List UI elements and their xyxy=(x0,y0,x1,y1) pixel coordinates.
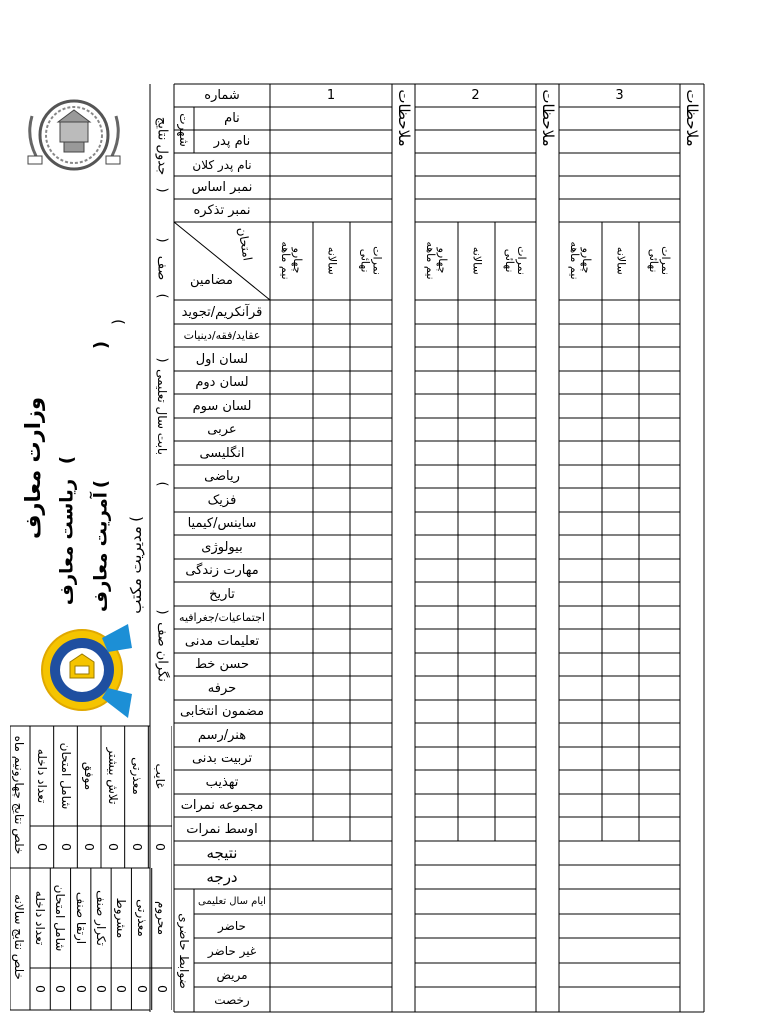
subject-row-label: ساینس/کیمیا xyxy=(187,516,257,531)
row-label-base-number: نمبر اساس xyxy=(191,180,253,195)
summary-label: معذرتی xyxy=(134,899,149,937)
row-label-father-name: نام پدر xyxy=(213,134,251,149)
row-label-tazkira-number: نمبر تذکره xyxy=(193,203,251,218)
exam-col-2-1 xyxy=(415,222,458,300)
subject-row-label: مجموعه نمرات xyxy=(180,798,264,813)
subject-row-label: انگلیسی xyxy=(199,445,245,461)
exam-col-1-1-text: چهارو نیم ماهه xyxy=(279,241,305,281)
subject-row-label: ریاضی xyxy=(204,469,240,484)
summary-value: 0 xyxy=(58,843,73,851)
subject-row-label: حسن خط xyxy=(194,657,250,672)
exam-col-3-1 xyxy=(559,222,602,300)
teacher-label: نگران صف xyxy=(154,622,170,682)
amriyat-label: آمریت معارف xyxy=(90,492,112,612)
riyasat-label: ریاست معارف xyxy=(56,478,78,606)
summary-label: تکرار صنف xyxy=(94,890,108,946)
exam-col-2-3-text: نمرات نهائی xyxy=(503,246,529,276)
subject-row-label: عقاید/فقه/دینیات xyxy=(183,329,261,342)
riyasat-paren-open: ( xyxy=(56,455,78,465)
summary-value: 0 xyxy=(73,985,88,993)
exam-col-2-1-text: چهارو نیم ماهه xyxy=(424,241,450,281)
summary-label: تعداد داخله xyxy=(33,890,48,946)
summary-label: غایب xyxy=(153,763,168,789)
summary-label: معذرتی xyxy=(129,757,144,795)
subject-row-label: حرفه xyxy=(207,680,237,696)
exam-col-3-1-text: چهارو نیم ماهه xyxy=(568,241,594,281)
subject-row-label: قرآنکریم/تجوید xyxy=(181,304,263,320)
class-label: صف xyxy=(154,255,170,281)
summary-value: 0 xyxy=(33,985,48,993)
year-label: بابت سال تعلیمی xyxy=(155,369,169,455)
summary-label: مشروط xyxy=(114,897,129,939)
attendance-row-label: مریض xyxy=(216,968,248,982)
diag-label-exam: امتحان xyxy=(234,226,255,262)
exam-col-3-3 xyxy=(639,222,680,300)
exam-col-3-3-text: نمرات نهائی xyxy=(647,246,673,276)
subject-row-label: عربی xyxy=(207,422,237,437)
summary-value: 0 xyxy=(94,985,108,993)
summary-value: 0 xyxy=(105,843,120,851)
exam-col-2-2-text: سالانه xyxy=(470,247,484,275)
summary-label: محروم xyxy=(154,900,169,936)
grid-line xyxy=(174,222,270,300)
summary-value: 0 xyxy=(53,985,68,993)
class-paren-open: ) xyxy=(154,237,170,243)
teacher-paren: ) xyxy=(154,609,170,615)
summary-label: تعداد داخله xyxy=(34,748,49,804)
summary-annual-title: خلص نتایج سالانه xyxy=(12,894,26,980)
summary-mid-title: خلص نتایج چهارونیم ماه xyxy=(12,735,26,855)
exam-col-1-3 xyxy=(350,222,392,300)
subject-row-label: اوسط نمرات xyxy=(186,821,258,837)
summary-value: 0 xyxy=(129,843,144,851)
year-paren-open: ) xyxy=(154,357,170,363)
summary-value: 0 xyxy=(34,843,49,851)
amriyat-paren-close: ) xyxy=(90,340,112,350)
class-paren-close: ( xyxy=(154,293,170,299)
mudiriyat-paren-close: ) xyxy=(109,319,127,325)
student-number-2: 2 xyxy=(471,88,480,103)
exam-col-2-3 xyxy=(495,222,536,300)
subject-row-label: لسان اول xyxy=(195,351,249,367)
subject-row-label: مهارت زندگی xyxy=(185,563,259,578)
remarks-label-1: ملاحظات xyxy=(394,89,413,147)
row-label-grandfather-name: نام پدر کلان xyxy=(192,157,252,172)
subject-row-label: تهذیب xyxy=(205,774,239,790)
attendance-group-label: ضوابط حاضری xyxy=(177,912,191,989)
summary-value: 0 xyxy=(134,985,149,993)
exam-col-1-2-text: سالانه xyxy=(325,247,339,275)
exam-col-2-2 xyxy=(458,222,495,300)
mudiriyat-label: مدیریت مکتب xyxy=(127,526,145,614)
subject-row-label: بیولوژی xyxy=(201,539,243,555)
attendance-row-label: رخصت xyxy=(214,992,250,1007)
exam-col-1-2 xyxy=(313,222,350,300)
attendance-row-label: حاضر xyxy=(218,919,246,933)
result-row-label: درجه xyxy=(206,868,238,886)
summary-value: 0 xyxy=(153,843,168,851)
attendance-row-label: غیر حاضر xyxy=(207,943,257,958)
subject-row-label: مضمون انتخابی xyxy=(179,704,265,719)
subject-row-label: تاریخ xyxy=(209,586,235,602)
table-title-paren: ) xyxy=(154,187,170,193)
subject-row-label: اجتماعیات/جغرافیه xyxy=(179,611,265,624)
row-label-name: نام xyxy=(224,111,240,126)
exam-col-1-3-text: نمرات نهائی xyxy=(359,246,384,276)
year-paren-close: ( xyxy=(154,481,170,487)
subject-row-label: لسان دوم xyxy=(195,375,249,390)
row-label-number: شماره xyxy=(204,88,240,103)
attendance-row-label: ایام سال تعلیمی xyxy=(198,896,266,907)
summary-label: تلاش بیشتر xyxy=(105,747,120,805)
student-number-3: 3 xyxy=(615,88,624,103)
summary-value: 0 xyxy=(82,843,97,851)
summary-label: موفق xyxy=(82,761,97,791)
summary-label: شامل امتحان xyxy=(58,742,73,810)
summary-label: ارتقا صنف xyxy=(73,891,88,945)
subject-row-label: لسان سوم xyxy=(192,398,252,414)
subject-row-label: هنر/رسم xyxy=(197,727,247,743)
amriyat-paren-open: ( xyxy=(90,479,112,489)
exam-col-1-1 xyxy=(270,222,313,300)
summary-mid-year xyxy=(10,726,172,868)
shohrat-label: شهرت xyxy=(177,113,191,147)
subject-row-label: فزیک xyxy=(207,492,237,508)
exam-col-3-2 xyxy=(602,222,639,300)
mudiriyat-paren-open: ( xyxy=(127,516,145,522)
exam-col-3-2-text: سالانه xyxy=(614,247,628,275)
summary-value: 0 xyxy=(114,985,129,993)
remarks-label-3: ملاحظات xyxy=(683,89,701,147)
summary-value: 0 xyxy=(154,985,169,993)
student-number-1: 1 xyxy=(326,88,336,103)
ministry-title: وزارت معارف xyxy=(21,396,45,540)
table-title-label: جدول نتایج xyxy=(154,116,170,176)
result-row-label: نتیجه xyxy=(206,844,238,862)
summary-annual xyxy=(10,868,172,1010)
remarks-label-2: ملاحظات xyxy=(538,89,557,147)
subject-row-label: تعلیمات مدنی xyxy=(184,633,260,649)
summary-label: شامل امتحان xyxy=(53,884,68,952)
diag-label-subjects: مضامین xyxy=(190,273,233,288)
subject-row-label: تربیت بدنی xyxy=(191,751,253,766)
